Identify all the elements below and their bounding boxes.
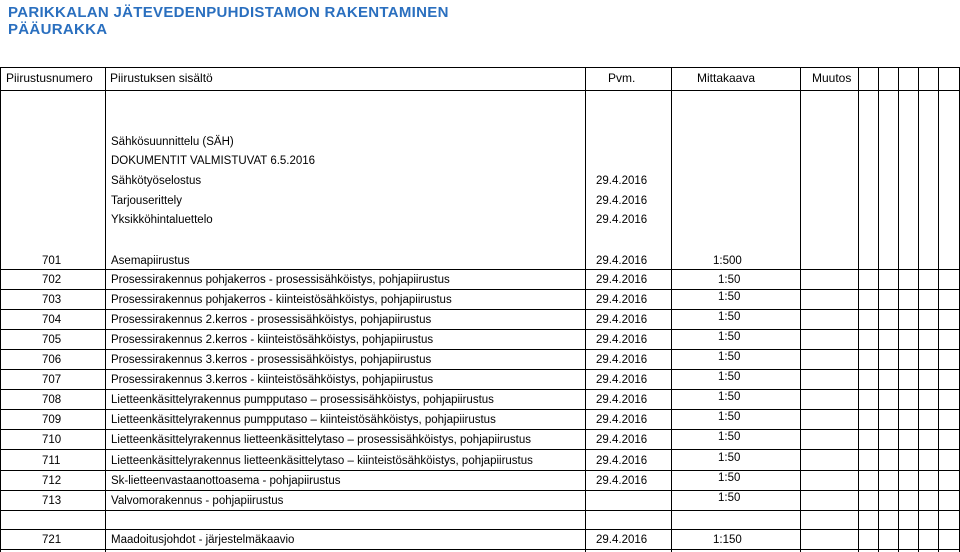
row-number: 705 — [42, 334, 62, 346]
row-description: Prosessirakennus pohjakerros - prosessisähköistys, pohjapiirustus — [111, 274, 450, 286]
row-description: Prosessirakennus 3.kerros - kiinteistösähköistys, pohjapiirustus — [111, 374, 434, 386]
row-date: 29.4.2016 — [596, 274, 648, 286]
row-scale: 1:50 — [718, 431, 741, 443]
row-scale: 1:50 — [718, 371, 741, 383]
row-scale: 1:50 — [718, 452, 741, 464]
row-description: Prosessirakennus pohjakerros - kiinteistösähköistys, pohjapiirustus — [111, 294, 452, 306]
row-date: 29.4.2016 — [596, 314, 648, 326]
document-subtitle: PÄÄURAKKA — [8, 21, 108, 38]
row-date: 29.4.2016 — [596, 455, 648, 467]
document-name: Yksikköhintaluettelo — [111, 214, 213, 226]
row-number: 704 — [42, 314, 62, 326]
row-date: 29.4.2016 — [596, 334, 648, 346]
row-number: 701 — [42, 255, 62, 267]
row-date: 29.4.2016 — [596, 294, 648, 306]
row-number: 703 — [42, 294, 62, 306]
row-description: Lietteenkäsittelyrakennus lietteenkäsittelytaso – kiinteistösähköistys, pohjapiirustus — [111, 455, 533, 467]
row-description: Maadoitusjohdot - järjestelmäkaavio — [111, 534, 295, 546]
document-date: 29.4.2016 — [596, 175, 648, 187]
row-description: Lietteenkäsittelyrakennus lietteenkäsittelytaso – prosessisähköistys, pohjapiirustus — [111, 434, 531, 446]
row-date: 29.4.2016 — [596, 255, 648, 267]
row-description: Lietteenkäsittelyrakennus pumpputaso – kiinteistösähköistys, pohjapiirustus — [111, 414, 496, 426]
row-scale: 1:50 — [718, 274, 741, 286]
row-date: 29.4.2016 — [596, 394, 648, 406]
document-name: Sähkötyöselostus — [111, 175, 202, 187]
row-scale: 1:50 — [718, 311, 741, 323]
row-number: 708 — [42, 394, 62, 406]
section-heading: Sähkösuunnittelu (SÄH) — [111, 136, 234, 148]
row-scale: 1:50 — [718, 391, 741, 403]
row-scale: 1:50 — [718, 331, 741, 343]
document-date: 29.4.2016 — [596, 214, 648, 226]
row-date: 29.4.2016 — [596, 374, 648, 386]
row-scale: 1:50 — [718, 291, 741, 303]
header-scale: Mittakaava — [697, 71, 756, 85]
document-name: Tarjouserittely — [111, 195, 182, 207]
row-description: Asemapiirustus — [111, 255, 190, 267]
row-date: 29.4.2016 — [596, 434, 648, 446]
row-date: 29.4.2016 — [596, 475, 648, 487]
row-number: 709 — [42, 414, 62, 426]
header-number: Piirustusnumero — [6, 71, 93, 85]
header-change: Muutos — [812, 71, 852, 85]
document-title: PARIKKALAN JÄTEVEDENPUHDISTAMON RAKENTAMINEN — [8, 4, 449, 21]
row-number: 713 — [42, 495, 62, 507]
row-description: Prosessirakennus 2.kerros - prosessisähköistys, pohjapiirustus — [111, 314, 432, 326]
row-date: 29.4.2016 — [596, 534, 648, 546]
row-scale: 1:50 — [718, 411, 741, 423]
row-number: 710 — [42, 434, 62, 446]
row-description: Sk-lietteenvastaanottoasema - pohjapiirustus — [111, 475, 341, 487]
row-scale: 1:150 — [713, 534, 742, 546]
row-description: Prosessirakennus 2.kerros - kiinteistösähköistys, pohjapiirustus — [111, 334, 434, 346]
row-description: Valvomorakennus - pohjapiirustus — [111, 495, 284, 507]
row-number: 707 — [42, 374, 62, 386]
document-date: 29.4.2016 — [596, 195, 648, 207]
row-description: Prosessirakennus 3.kerros - prosessisähköistys, pohjapiirustus — [111, 354, 432, 366]
header-date: Pvm. — [608, 71, 636, 85]
row-description: Lietteenkäsittelyrakennus pumpputaso – prosessisähköistys, pohjapiirustus — [111, 394, 494, 406]
row-scale: 1:50 — [718, 492, 741, 504]
row-number: 706 — [42, 354, 62, 366]
row-date: 29.4.2016 — [596, 354, 648, 366]
row-number: 711 — [42, 455, 61, 467]
row-number: 712 — [42, 475, 62, 487]
header-content: Piirustuksen sisältö — [110, 71, 213, 85]
row-date: 29.4.2016 — [596, 414, 648, 426]
row-scale: 1:50 — [718, 472, 741, 484]
row-number: 702 — [42, 274, 62, 286]
row-number: 721 — [42, 534, 62, 546]
row-scale: 1:50 — [718, 351, 741, 363]
row-scale: 1:500 — [713, 255, 742, 267]
section-subheading: DOKUMENTIT VALMISTUVAT 6.5.2016 — [111, 155, 316, 167]
